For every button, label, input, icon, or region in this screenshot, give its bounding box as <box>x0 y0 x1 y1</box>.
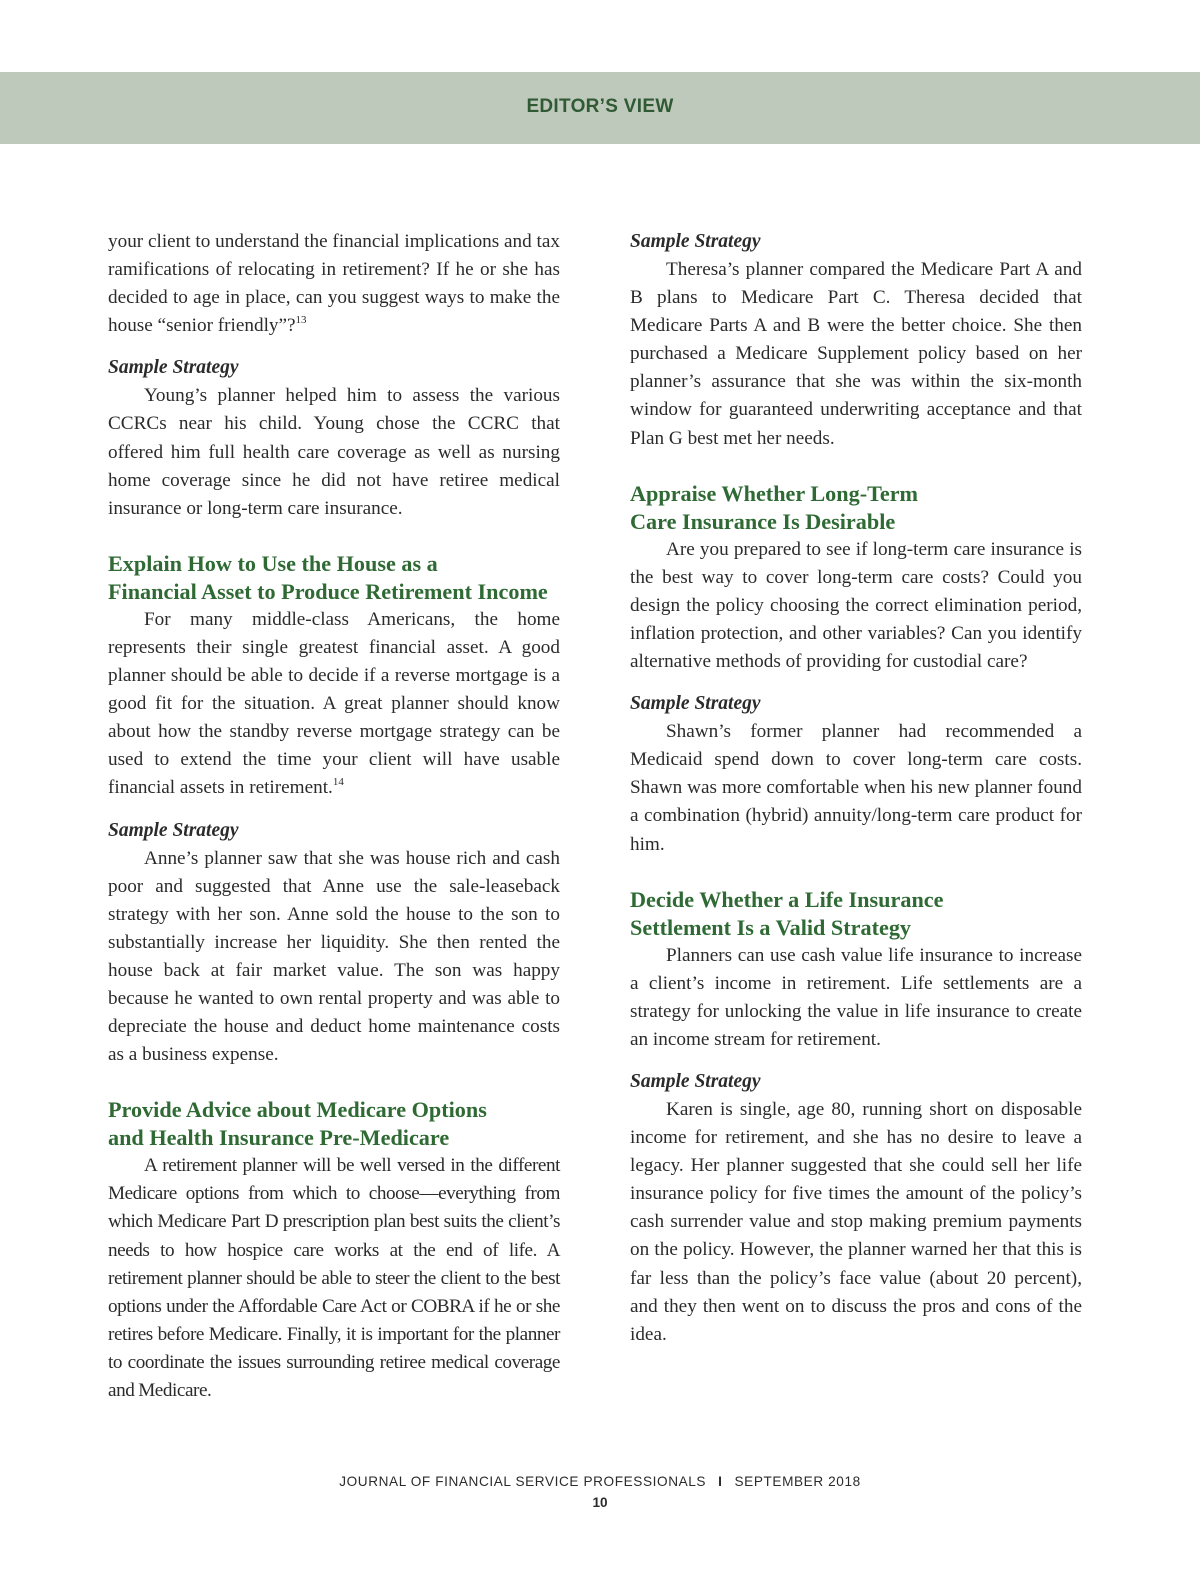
section-banner <box>0 72 1200 144</box>
body-paragraph: A retirement planner will be well versed in the different Medicare options from which to choose—everything from which Medicare Part D prescription plan best suits the client’s needs to how hospice care works at the end of life. A retirement planner should be able to steer the client to the best options under the Affordable Care Act or COBRA if he or she retires before Medicare. Finally, it is important for the planner to coordinate the issues surrounding retiree medical coverage and Medicare. <box>108 1155 560 1401</box>
sample-strategy-heading: Sample Strategy <box>630 1070 761 1092</box>
body-paragraph: Shawn’s former planner had recommended a Medicaid spend down to cover long-term care costs. Shawn was more comfortable when his new planner found a combination (hybrid) annuity/long-term care product for him. <box>630 721 1082 855</box>
sample-strategy-heading: Sample Strategy <box>108 819 239 841</box>
sample-strategy-heading: Sample Strategy <box>630 693 761 715</box>
heading-line: and Health Insurance Pre-Medicare <box>108 1125 450 1151</box>
heading-line: Decide Whether a Life Insurance <box>630 886 944 912</box>
section-heading <box>108 1096 560 1152</box>
section-title: EDITOR’S VIEW <box>526 96 674 117</box>
heading-line: Care Insurance Is Desirable <box>630 508 896 534</box>
section-heading <box>630 886 1082 942</box>
sample-strategy-heading: Sample Strategy <box>630 231 761 252</box>
paragraph-text: For many middle-class Americans, the home represents their single greatest financial asset. A good planner should be able to decide if a reverse mortgage is a good fit for the situation. A great planner should know about how the standby reverse mortgage strategy can be used to extend the time your client will have usable financial assets in retirement. <box>108 608 560 799</box>
footer-line <box>0 1474 1200 1489</box>
paragraph-text: your client to understand the financial implications and tax ramifications of relocating in retirement? If he or she has decided to age in place, can you suggest ways to make the house “senior friendly”? <box>108 231 560 337</box>
page-footer <box>0 1474 1200 1510</box>
footnote-ref: 14 <box>332 776 344 789</box>
left-column <box>108 228 560 1405</box>
section-heading <box>108 550 560 606</box>
heading-line: Appraise Whether Long-Term <box>630 480 919 506</box>
page-number: 10 <box>592 1495 608 1510</box>
heading-line: Provide Advice about Medicare Options <box>108 1097 487 1123</box>
body-paragraph: Planners can use cash value life insurance to increase a client’s income in retirement. Life settlements are a strategy for unlocking the value in life insurance to create an income stream for retirement. <box>630 944 1082 1050</box>
body-paragraph: Theresa’s planner compared the Medicare Part A and B plans to Medicare Part C. Theresa decided that Medicare Parts A and B were the better choice. She then purchased a Medicare Supplement policy based on her planner’s assurance that she was within the six-month window for guaranteed underwriting acceptance and that Plan G best met her needs. <box>630 259 1082 449</box>
heading-line: Explain How to Use the House as a <box>108 550 438 576</box>
sample-strategy-heading: Sample Strategy <box>108 357 239 379</box>
body-paragraph: Are you prepared to see if long-term care insurance is the best way to cover long-term care costs? Could you design the policy choosing the correct elimination period, inflation protection, and other variables? Can you identify alternative methods of providing for custodial care? <box>630 538 1082 673</box>
body-paragraph: Young’s planner helped him to assess the various CCRCs near his child. Young chose the CCRC that offered him full health care coverage as well as nursing home coverage since he did not have retiree medical insurance or long-term care insurance. <box>108 385 560 519</box>
heading-line: Financial Asset to Produce Retirement Income <box>108 578 548 604</box>
section-heading <box>630 480 1082 536</box>
body-paragraph: Karen is single, age 80, running short on disposable income for retirement, and she has no desire to leave a legacy. Her planner suggested that she could sell her life insurance policy for five times the amount of the policy’s cash surrender value and stop making premium payments on the policy. However, the planner warned her that this is far less than the policy’s face value (about 20 percent), and they then went on to discuss the pros and cons of the idea. <box>630 1098 1082 1345</box>
body-paragraph: Anne’s planner saw that she was house rich and cash poor and suggested that Anne use the sale-leaseback strategy with her son. Anne sold the house to the son to substantially increase her liquidity. She then rented the house back at fair market value. The son was happy because he wanted to own rental property and was able to depreciate the house and deduct home maintenance costs as a business expense. <box>108 847 560 1066</box>
body-paragraph <box>108 606 560 803</box>
journal-name: JOURNAL OF FINANCIAL SERVICE PROFESSIONALS <box>339 1474 707 1489</box>
issue-date: SEPTEMBER 2018 <box>734 1474 861 1489</box>
footnote-ref: 13 <box>295 314 307 327</box>
right-column <box>630 228 1082 1349</box>
footer-separator: I <box>718 1474 723 1489</box>
body-paragraph <box>108 228 560 340</box>
heading-line: Settlement Is a Valid Strategy <box>630 914 912 940</box>
